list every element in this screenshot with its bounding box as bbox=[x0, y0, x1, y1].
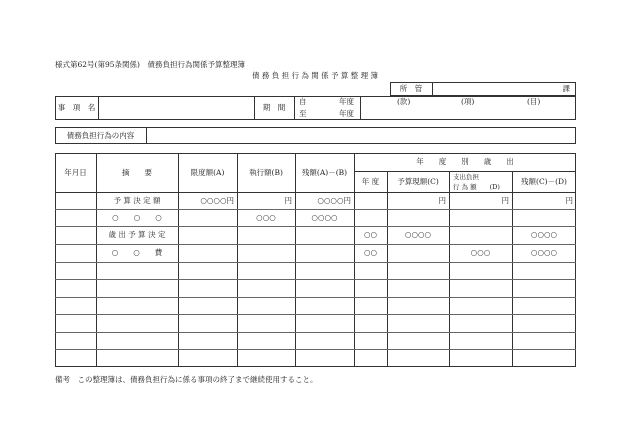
header-shishutsu-line1: 支出負担 bbox=[453, 173, 479, 181]
document-title: 債 務 負 担 行 為 関 係 予 算 整 理 簿 bbox=[251, 71, 379, 80]
naiyo-label: 債務負担行為の内容 bbox=[66, 130, 135, 140]
note: 備考 この整理簿は、債務負担行為に係る事項の終了まで継続使用すること。 bbox=[55, 375, 318, 384]
shokan-label: 所 管 bbox=[399, 84, 423, 94]
moku-label: (目) bbox=[527, 97, 541, 106]
ko-label: (項) bbox=[461, 97, 475, 106]
ji-label: 自 bbox=[299, 97, 307, 106]
table-row-shishutsu: ○○○ bbox=[470, 248, 491, 258]
table-row-summary: 歳 出 予 算 決 定 bbox=[108, 230, 166, 240]
table-row-summary: ○ ○ 費 bbox=[111, 248, 163, 258]
nendo-label-1: 年度 bbox=[339, 97, 354, 106]
header-remain: 残額(A)－(B) bbox=[301, 167, 348, 177]
header-nendo: 年 度 bbox=[361, 176, 380, 186]
jiko-label: 事 項 名 bbox=[57, 103, 96, 113]
table-row-budget: ○○○○ bbox=[404, 230, 432, 240]
table-row-nendo: ○○ bbox=[363, 248, 378, 258]
header-executed: 執行額(B) bbox=[249, 167, 283, 177]
header-remain2: 残額(C)－(D) bbox=[521, 176, 567, 186]
table-row-nendo: ○○ bbox=[363, 230, 378, 240]
header-limit: 限度額(A) bbox=[190, 167, 225, 177]
table-row-budget: 円 bbox=[438, 195, 446, 205]
kikan-label: 期 間 bbox=[262, 103, 286, 113]
header-budget: 予算現額(C) bbox=[397, 176, 439, 186]
table-row-remain: ○○○○ bbox=[311, 212, 338, 222]
shi-label: 至 bbox=[299, 109, 307, 118]
header-shishutsu-line2: 行 為 額 (D) bbox=[453, 183, 500, 191]
table-row-shishutsu: 円 bbox=[501, 195, 509, 205]
table-row-summary: ○ ○ ○ bbox=[112, 212, 162, 222]
table-row-limit: ○○○○円 bbox=[200, 195, 234, 205]
table-row-summary: 予 算 決 定 額 bbox=[113, 195, 161, 205]
table-row-remain2: ○○○○ bbox=[530, 230, 558, 240]
form-label: 様式第62号(第95条関係) 債務負担行為関係予算整理簿 bbox=[55, 60, 245, 69]
table-row-remain2: ○○○○ bbox=[530, 248, 558, 258]
table-row-remain2: 円 bbox=[565, 195, 573, 205]
table-row-executed: 円 bbox=[284, 195, 292, 205]
header-summary: 摘 要 bbox=[122, 167, 152, 177]
table-row-executed: ○○○ bbox=[256, 212, 276, 222]
jiko-row bbox=[55, 96, 576, 120]
ka-label: 課 bbox=[562, 84, 570, 94]
nendo-label-2: 年度 bbox=[339, 109, 354, 118]
kan-label: (款) bbox=[397, 97, 411, 106]
header-date: 年月日 bbox=[64, 167, 87, 177]
table-row-remain: ○○○○円 bbox=[317, 195, 351, 205]
header-yearly: 年 度 別 歳 出 bbox=[416, 157, 514, 167]
